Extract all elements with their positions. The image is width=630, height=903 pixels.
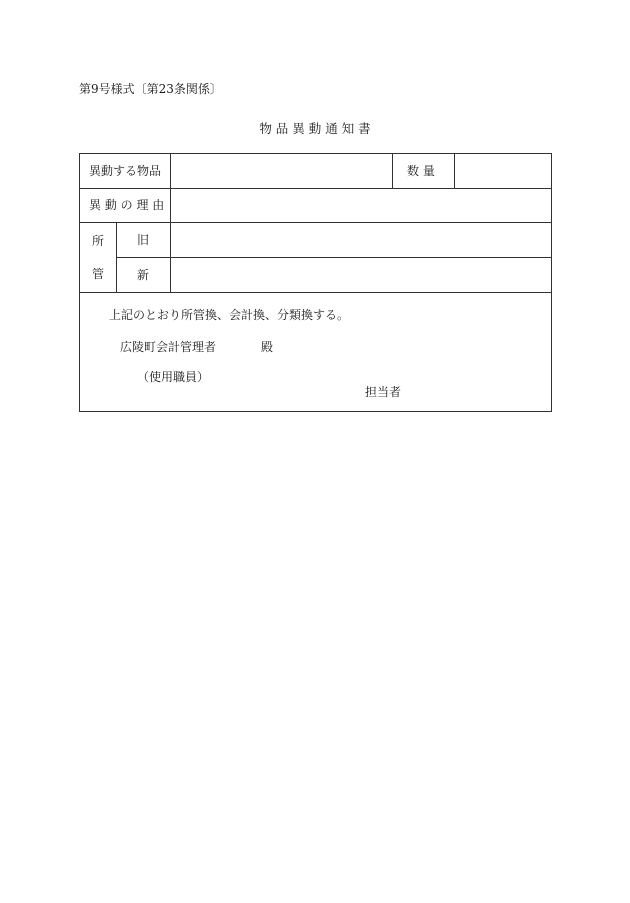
notice-statement: 上記のとおり所管換、会計換、分類換する。 xyxy=(109,308,350,322)
column-divider xyxy=(116,222,117,292)
item-field[interactable] xyxy=(171,154,392,188)
honorific: 殿 xyxy=(261,340,274,354)
form-number: 第9号様式〔第23条関係〕 xyxy=(79,82,222,96)
item-label: 異動する物品 xyxy=(89,164,162,178)
notice-form-table xyxy=(79,153,552,412)
old-field[interactable] xyxy=(171,223,551,257)
row-divider xyxy=(80,292,551,293)
jurisdiction-label-top: 所 xyxy=(92,234,105,248)
reason-label: 異 動 の 理 由 xyxy=(89,198,165,212)
new-field[interactable] xyxy=(171,258,551,292)
user-staff-label: （使用職員） xyxy=(137,370,210,384)
old-label: 旧 xyxy=(137,233,150,247)
person-in-charge-label: 担当者 xyxy=(365,385,402,399)
quantity-label: 数 量 xyxy=(407,164,435,178)
new-label: 新 xyxy=(137,268,150,282)
document-title: 物 品 異 動 通 知 書 xyxy=(259,121,371,136)
jurisdiction-label-bottom: 管 xyxy=(92,267,105,281)
reason-field[interactable] xyxy=(171,189,551,222)
addressee: 広陵町会計管理者 xyxy=(120,340,217,354)
column-divider xyxy=(392,154,393,188)
quantity-field[interactable] xyxy=(455,154,551,188)
